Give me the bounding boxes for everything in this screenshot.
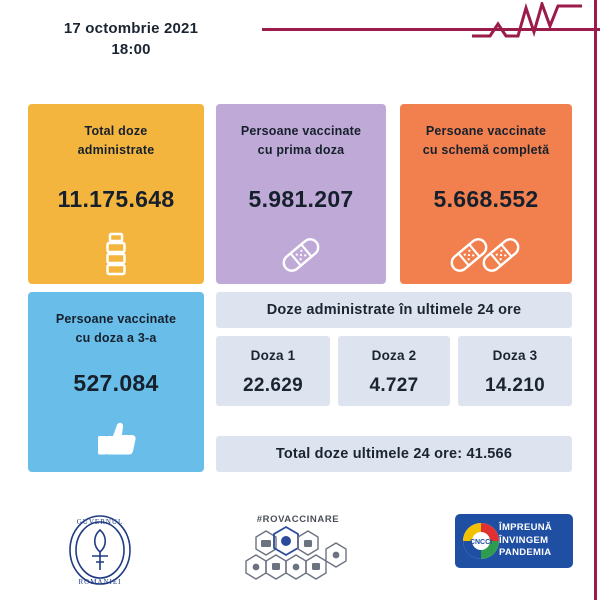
cncci-slogan: [499, 522, 571, 560]
thumbs-up-icon: [93, 416, 139, 462]
card-value: 11.175.648: [57, 186, 175, 212]
card-value: 5.981.207: [248, 186, 354, 212]
rovaccinare-hashtag: #ROVACCINARE: [256, 514, 340, 525]
vaccine-vial-icon: [99, 231, 133, 279]
report-time: 18:00: [111, 41, 151, 58]
last24h-dose-3: [458, 336, 572, 406]
card-title-line2: cu prima doza: [257, 143, 345, 157]
double-bandage-icon: [443, 231, 529, 279]
card-icon-wrap: [400, 227, 572, 283]
card-total-doses: [28, 104, 204, 284]
cncci-badge-text: CNCCI: [469, 539, 493, 546]
card-title-line2: cu schemă completă: [422, 143, 550, 157]
cncci-badge-icon: [460, 520, 502, 562]
last24h-band-title: Doze administrate în ultimele 24 ore: [216, 292, 572, 328]
card-value: 5.668.552: [433, 186, 539, 212]
card-third-dose: [28, 292, 204, 472]
card-title: [216, 104, 386, 160]
card-title-line1: Total doze: [84, 124, 148, 138]
dose-value: 14.210: [485, 375, 545, 396]
hexagon-icons-row: [236, 525, 360, 581]
report-date: 17 octombrie 2021: [63, 20, 199, 37]
card-title-line1: Persoane vaccinate: [55, 312, 177, 326]
card-title: [28, 292, 204, 348]
cncci-slogan-line2: ÎNVINGEM: [499, 534, 549, 546]
card-icon-wrap: [28, 411, 204, 467]
card-icon-wrap: [216, 227, 386, 283]
gov-logo: [52, 512, 148, 588]
report-datetime: [0, 14, 262, 66]
dose-value: 22.629: [243, 375, 303, 396]
card-title: [400, 104, 572, 160]
card-first-dose: [216, 104, 386, 284]
card-title-line1: Persoane vaccinate: [425, 124, 547, 138]
bandage-icon: [273, 231, 329, 279]
card-title: [28, 104, 204, 160]
dose-label: Doza 1: [250, 348, 296, 363]
rovaccinare-logo: [236, 514, 360, 588]
dose-label: Doza 3: [492, 348, 538, 363]
dose-value: 4.727: [369, 375, 419, 396]
card-value: 527.084: [73, 370, 159, 396]
card-title-line2: cu doza a 3-a: [75, 331, 157, 345]
last24h-dose-1: [216, 336, 330, 406]
gov-logo-text-bottom: ROMÂNIEI: [78, 578, 122, 586]
cncci-slogan-line1: ÎMPREUNĂ: [499, 522, 553, 533]
card-full-scheme: [400, 104, 572, 284]
last24h-total-band: Total doze ultimele 24 ore: 41.566: [216, 436, 572, 472]
cncci-logo: [455, 514, 573, 568]
cncci-slogan-line3: PANDEMIA: [499, 547, 552, 558]
gov-logo-text-top: GUVERNUL: [76, 518, 124, 526]
card-title-line2: administrate: [77, 143, 155, 157]
last24h-dose-2: [338, 336, 450, 406]
header: [0, 0, 600, 78]
romanian-government-seal-icon: [52, 512, 148, 588]
dose-label: Doza 2: [371, 348, 417, 363]
card-title-line1: Persoane vaccinate: [240, 124, 362, 138]
heartbeat-line-icon: [472, 2, 582, 42]
card-icon-wrap: [28, 227, 204, 283]
